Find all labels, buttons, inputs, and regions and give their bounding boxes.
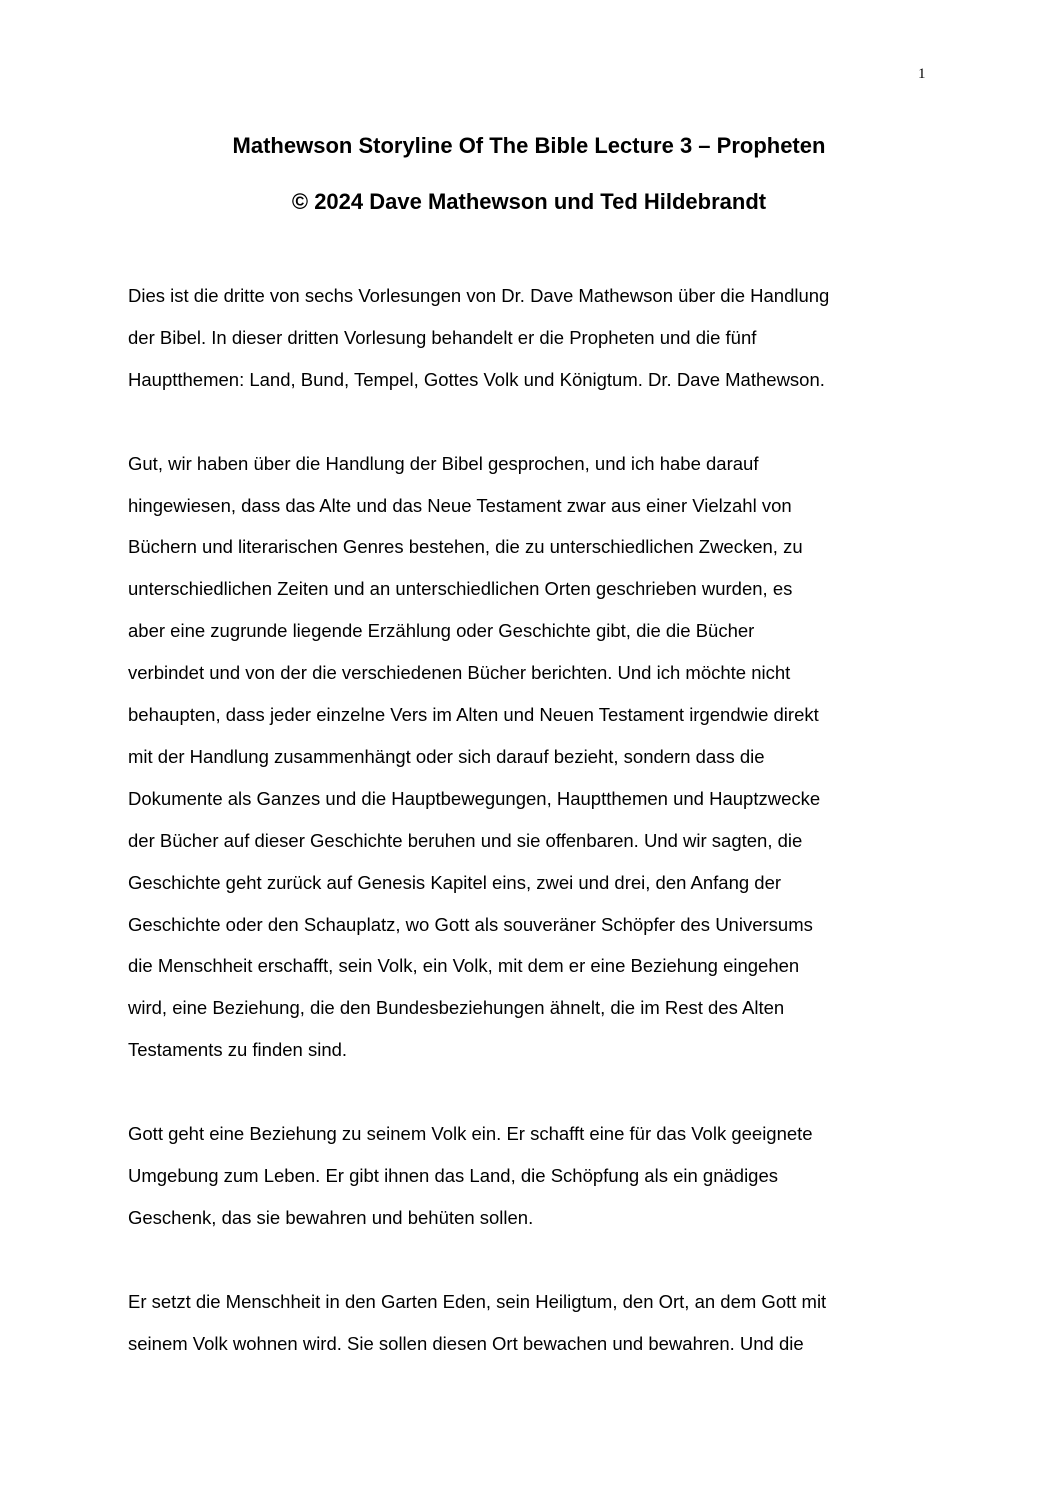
- text-line: die Menschheit erschafft, sein Volk, ein Volk, mit dem er eine Beziehung eingehen: [128, 955, 800, 977]
- text-line: Büchern und literarischen Genres bestehen, die zu unterschiedlichen Zwecken, zu: [128, 536, 803, 558]
- text-line: wird, eine Beziehung, die den Bundesbeziehungen ähnelt, die im Rest des Alten: [128, 997, 785, 1019]
- copyright-line: © 2024 Dave Mathewson und Ted Hildebrandt: [291, 189, 767, 214]
- text-line: Dokumente als Ganzes und die Hauptbewegungen, Hauptthemen und Hauptzwecke: [128, 787, 821, 809]
- text-line: der Bibel. In dieser dritten Vorlesung behandelt er die Propheten und die fünf: [128, 326, 757, 348]
- text-line: Geschichte geht zurück auf Genesis Kapitel eins, zwei und drei, den Anfang der: [128, 871, 782, 893]
- text-line: hingewiesen, dass das Alte und das Neue Testament zwar aus einer Vielzahl von: [128, 494, 792, 516]
- text-line: Gott geht eine Beziehung zu seinem Volk ein. Er schafft eine für das Volk geeignete: [128, 1123, 813, 1145]
- page-number: 1: [918, 66, 926, 82]
- text-line: mit der Handlung zusammenhängt oder sich darauf bezieht, sondern dass die: [128, 745, 765, 767]
- text-line: Dies ist die dritte von sechs Vorlesungen von Dr. Dave Mathewson über die Handlung: [128, 285, 830, 306]
- paragraph-storyline: [128, 443, 932, 1072]
- paragraph-relationship: [128, 1113, 932, 1239]
- text-line: Umgebung zum Leben. Er gibt ihnen das Land, die Schöpfung als ein gnädiges: [128, 1165, 779, 1186]
- paragraph-intro: [128, 275, 932, 401]
- text-line: Hauptthemen: Land, Bund, Tempel, Gottes Volk und Königtum. Dr. Dave Mathewson.: [128, 368, 825, 390]
- text-line: unterschiedlichen Zeiten und an unterschiedlichen Orten geschrieben wurden, es: [128, 578, 793, 600]
- text-line: Gut, wir haben über die Handlung der Bibel gesprochen, und ich habe darauf: [128, 452, 759, 474]
- document-body: [128, 275, 932, 1406]
- text-line: Geschenk, das sie bewahren und behüten sollen.: [128, 1206, 534, 1228]
- text-line: Er setzt die Menschheit in den Garten Eden, sein Heiligtum, den Ort, an dem Gott mit: [128, 1290, 827, 1312]
- text-line: aber eine zugrunde liegende Erzählung oder Geschichte gibt, die die Bücher: [128, 620, 755, 642]
- text-line: verbindet und von der die verschiedenen Bücher berichten. Und ich möchte nicht: [128, 662, 791, 684]
- document-title: Mathewson Storyline Of The Bible Lecture 3 – Propheten: [232, 133, 826, 158]
- text-line: der Bücher auf dieser Geschichte beruhen und sie offenbaren. Und wir sagten, die: [128, 829, 803, 851]
- text-line: behaupten, dass jeder einzelne Vers im Alten und Neuen Testament irgendwie direkt: [128, 704, 819, 726]
- text-line: Geschichte oder den Schauplatz, wo Gott als souveräner Schöpfer des Universums: [128, 913, 813, 935]
- text-line: Testaments zu finden sind.: [128, 1039, 348, 1061]
- text-line: seinem Volk wohnen wird. Sie sollen diesen Ort bewachen und bewahren. Und die: [128, 1332, 804, 1354]
- paragraph-eden: [128, 1281, 932, 1365]
